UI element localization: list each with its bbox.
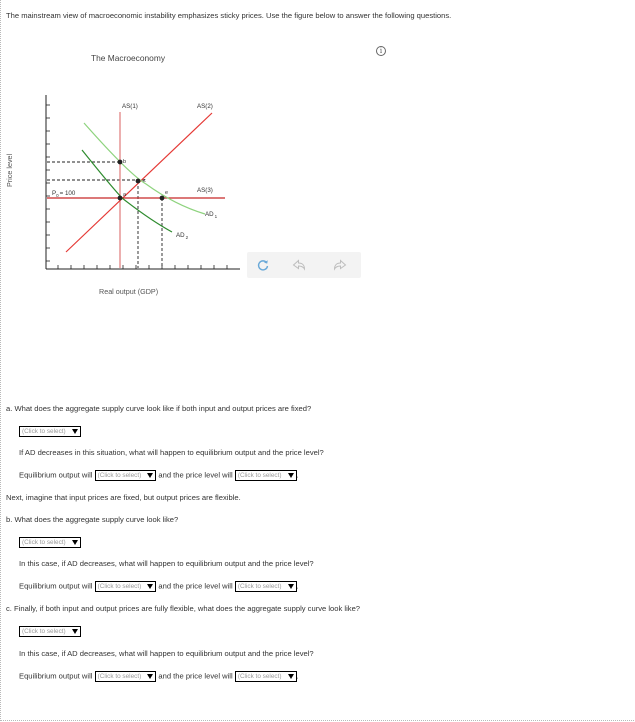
eq-output-prefix-a: Equilibrium output will	[19, 470, 93, 480]
point-b-label: b	[123, 159, 127, 165]
ad2-label-sub: 2	[185, 235, 189, 240]
undo-icon[interactable]	[292, 258, 306, 272]
question-c-follow: In this case, if AD decreases, what will happen to equilibrium output and the price level?	[19, 649, 314, 658]
select-a-output-value: (Click to select)	[97, 472, 142, 479]
select-a-output[interactable]	[95, 470, 157, 481]
chevron-down-icon	[288, 674, 294, 679]
intro-text: The mainstream view of macroeconomic instability emphasizes sticky prices. Use the figure below to answer the following questions.	[6, 11, 452, 20]
answer-row-b	[19, 581, 299, 592]
question-a: a. What does the aggregate supply curve look like if both input and output prices are fixed?	[6, 404, 312, 413]
question-c: c. Finally, if both input and output prices are fully flexible, what does the aggregate supply curve look like?	[6, 604, 361, 613]
select-c-price[interactable]	[235, 671, 297, 682]
question-b: b. What does the aggregate supply curve look like?	[6, 515, 179, 524]
ad1-label-text: AD	[205, 211, 214, 218]
chevron-down-icon	[147, 674, 153, 679]
period-a: .	[296, 470, 299, 480]
price-p0-eq: = 100	[59, 190, 76, 197]
select-c-curve-value: (Click to select)	[22, 628, 66, 635]
info-icon[interactable]: i	[376, 46, 386, 56]
price-level-mid-a: and the price level will	[158, 470, 233, 480]
select-c-curve-box[interactable]	[19, 626, 81, 637]
price-p0-p: P	[52, 190, 57, 197]
point-e-label: e	[165, 190, 169, 196]
price-p0-sub: 0	[56, 193, 59, 198]
question-b-follow: In this case, if AD decreases, what will happen to equilibrium output and the price level?	[19, 559, 314, 568]
period-c: .	[296, 671, 299, 681]
select-b-output[interactable]	[95, 581, 157, 592]
select-b-price[interactable]	[235, 581, 297, 592]
select-a-price[interactable]	[235, 470, 297, 481]
select-c-output-value: (Click to select)	[97, 673, 142, 680]
chevron-down-icon	[72, 540, 78, 545]
answer-row-c	[19, 671, 299, 682]
select-b-price-value: (Click to select)	[237, 583, 282, 590]
reset-icon[interactable]	[256, 258, 270, 272]
graph-toolbar	[247, 252, 361, 278]
figure-title: The Macroeconomy	[91, 53, 166, 63]
as1-label: AS(1)	[122, 103, 138, 110]
chevron-down-icon	[288, 473, 294, 478]
select-a-curve[interactable]	[19, 426, 81, 437]
select-a-curve-box[interactable]	[19, 426, 81, 437]
next-statement: Next, imagine that input prices are fixed, but output prices are flexible.	[6, 493, 241, 502]
question-a-follow: If AD decreases in this situation, what will happen to equilibrium output and the price level?	[19, 448, 324, 457]
chevron-down-icon	[288, 584, 294, 589]
price-level-mid-c: and the price level will	[158, 671, 233, 681]
point-b-marker	[118, 160, 123, 165]
point-c-marker	[136, 179, 141, 184]
eq-output-prefix-b: Equilibrium output will	[19, 581, 93, 591]
price-p0-label	[52, 190, 76, 198]
price-level-mid-b: and the price level will	[158, 581, 233, 591]
point-c-label: c	[143, 178, 146, 184]
ad2-label-text: AD	[176, 232, 185, 239]
ad1-label	[205, 211, 218, 219]
as2-label: AS(2)	[197, 103, 213, 110]
y-axis-label: Price level	[5, 153, 14, 187]
eq-output-prefix-c: Equilibrium output will	[19, 671, 93, 681]
point-e-marker	[160, 196, 165, 201]
as3-label: AS(3)	[197, 187, 213, 194]
select-c-price-value: (Click to select)	[237, 673, 282, 680]
period-b: .	[296, 581, 299, 591]
select-b-curve[interactable]	[19, 537, 81, 548]
ad2-curve	[82, 150, 172, 232]
ad2-label	[176, 232, 189, 240]
chevron-down-icon	[72, 429, 78, 434]
x-axis-label: Real output (GDP)	[99, 287, 159, 296]
ad1-label-sub: 1	[214, 214, 218, 219]
answer-row-a	[19, 470, 299, 481]
chevron-down-icon	[147, 473, 153, 478]
point-a-label: a	[123, 192, 127, 198]
select-a-curve-value: (Click to select)	[22, 428, 66, 435]
select-b-output-value: (Click to select)	[97, 583, 142, 590]
select-c-curve[interactable]	[19, 626, 81, 637]
select-b-curve-box[interactable]	[19, 537, 81, 548]
chevron-down-icon	[147, 584, 153, 589]
select-b-curve-value: (Click to select)	[22, 539, 66, 546]
point-a-marker	[118, 196, 123, 201]
select-a-price-value: (Click to select)	[237, 472, 282, 479]
redo-icon[interactable]	[333, 258, 347, 272]
chevron-down-icon	[72, 629, 78, 634]
select-c-output[interactable]	[95, 671, 157, 682]
